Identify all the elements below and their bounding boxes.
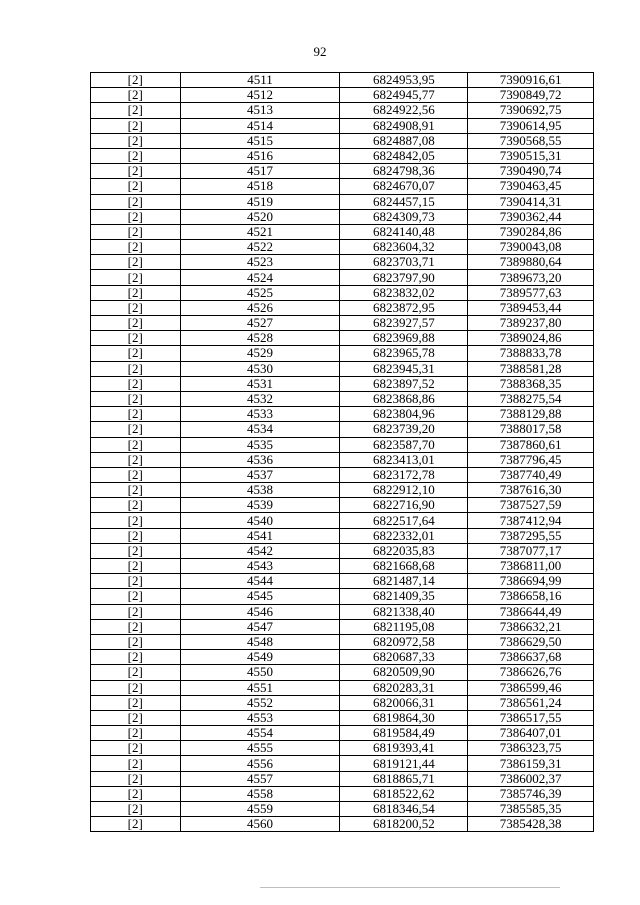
point-number-cell: 4511 xyxy=(180,73,340,88)
point-number-cell: 4540 xyxy=(180,513,340,528)
table-row xyxy=(91,73,594,88)
reference-cell: [2] xyxy=(91,634,181,649)
y-coordinate-cell: 7389453,44 xyxy=(468,300,594,315)
x-coordinate-cell: 6824842,05 xyxy=(340,148,468,163)
x-coordinate-cell: 6823969,88 xyxy=(340,331,468,346)
x-coordinate-cell: 6824922,56 xyxy=(340,103,468,118)
reference-cell: [2] xyxy=(91,528,181,543)
y-coordinate-cell: 7388017,58 xyxy=(468,422,594,437)
y-coordinate-cell: 7387740,49 xyxy=(468,467,594,482)
y-coordinate-cell: 7388368,35 xyxy=(468,376,594,391)
x-coordinate-cell: 6823703,71 xyxy=(340,255,468,270)
table-row xyxy=(91,513,594,528)
table-row xyxy=(91,179,594,194)
reference-cell: [2] xyxy=(91,467,181,482)
point-number-cell: 4541 xyxy=(180,528,340,543)
table-row xyxy=(91,498,594,513)
point-number-cell: 4535 xyxy=(180,437,340,452)
y-coordinate-cell: 7390515,31 xyxy=(468,148,594,163)
table-row xyxy=(91,634,594,649)
y-coordinate-cell: 7387295,55 xyxy=(468,528,594,543)
x-coordinate-cell: 6823897,52 xyxy=(340,376,468,391)
point-number-cell: 4521 xyxy=(180,224,340,239)
point-number-cell: 4519 xyxy=(180,194,340,209)
x-coordinate-cell: 6823804,96 xyxy=(340,407,468,422)
reference-cell: [2] xyxy=(91,133,181,148)
y-coordinate-cell: 7388129,88 xyxy=(468,407,594,422)
table-row xyxy=(91,574,594,589)
reference-cell: [2] xyxy=(91,756,181,771)
x-coordinate-cell: 6820972,58 xyxy=(340,634,468,649)
x-coordinate-cell: 6818865,71 xyxy=(340,771,468,786)
x-coordinate-cell: 6823172,78 xyxy=(340,467,468,482)
y-coordinate-cell: 7386323,75 xyxy=(468,741,594,756)
point-number-cell: 4536 xyxy=(180,452,340,467)
reference-cell: [2] xyxy=(91,771,181,786)
x-coordinate-cell: 6819864,30 xyxy=(340,710,468,725)
y-coordinate-cell: 7386694,99 xyxy=(468,574,594,589)
x-coordinate-cell: 6821487,14 xyxy=(340,574,468,589)
x-coordinate-cell: 6824140,48 xyxy=(340,224,468,239)
reference-cell: [2] xyxy=(91,650,181,665)
point-number-cell: 4532 xyxy=(180,391,340,406)
x-coordinate-cell: 6823832,02 xyxy=(340,285,468,300)
table-row xyxy=(91,543,594,558)
point-number-cell: 4522 xyxy=(180,240,340,255)
x-coordinate-cell: 6820066,31 xyxy=(340,695,468,710)
point-number-cell: 4548 xyxy=(180,634,340,649)
point-number-cell: 4531 xyxy=(180,376,340,391)
x-coordinate-cell: 6819121,44 xyxy=(340,756,468,771)
x-coordinate-cell: 6824887,08 xyxy=(340,133,468,148)
y-coordinate-cell: 7386517,55 xyxy=(468,710,594,725)
point-number-cell: 4542 xyxy=(180,543,340,558)
y-coordinate-cell: 7390568,55 xyxy=(468,133,594,148)
table-row xyxy=(91,240,594,255)
point-number-cell: 4518 xyxy=(180,179,340,194)
point-number-cell: 4546 xyxy=(180,604,340,619)
reference-cell: [2] xyxy=(91,316,181,331)
reference-cell: [2] xyxy=(91,589,181,604)
x-coordinate-cell: 6824309,73 xyxy=(340,209,468,224)
x-coordinate-cell: 6824953,95 xyxy=(340,73,468,88)
y-coordinate-cell: 7386159,31 xyxy=(468,756,594,771)
reference-cell: [2] xyxy=(91,619,181,634)
x-coordinate-cell: 6823927,57 xyxy=(340,316,468,331)
x-coordinate-cell: 6823413,01 xyxy=(340,452,468,467)
reference-cell: [2] xyxy=(91,574,181,589)
table-row xyxy=(91,407,594,422)
x-coordinate-cell: 6823604,32 xyxy=(340,240,468,255)
table-row xyxy=(91,194,594,209)
x-coordinate-cell: 6821195,08 xyxy=(340,619,468,634)
x-coordinate-cell: 6819584,49 xyxy=(340,726,468,741)
y-coordinate-cell: 7390463,45 xyxy=(468,179,594,194)
point-number-cell: 4512 xyxy=(180,88,340,103)
y-coordinate-cell: 7386561,24 xyxy=(468,695,594,710)
table-row xyxy=(91,209,594,224)
y-coordinate-cell: 7389237,80 xyxy=(468,316,594,331)
x-coordinate-cell: 6822517,64 xyxy=(340,513,468,528)
y-coordinate-cell: 7388833,78 xyxy=(468,346,594,361)
table-row xyxy=(91,619,594,634)
reference-cell: [2] xyxy=(91,118,181,133)
y-coordinate-cell: 7388581,28 xyxy=(468,361,594,376)
point-number-cell: 4555 xyxy=(180,741,340,756)
point-number-cell: 4553 xyxy=(180,710,340,725)
x-coordinate-cell: 6823945,31 xyxy=(340,361,468,376)
page-number: 92 xyxy=(313,44,327,59)
x-coordinate-cell: 6818200,52 xyxy=(340,817,468,832)
table-row xyxy=(91,680,594,695)
point-number-cell: 4515 xyxy=(180,133,340,148)
table-row xyxy=(91,270,594,285)
x-coordinate-cell: 6823872,95 xyxy=(340,300,468,315)
reference-cell: [2] xyxy=(91,240,181,255)
reference-cell: [2] xyxy=(91,164,181,179)
reference-cell: [2] xyxy=(91,665,181,680)
x-coordinate-cell: 6824908,91 xyxy=(340,118,468,133)
point-number-cell: 4556 xyxy=(180,756,340,771)
x-coordinate-cell: 6823739,20 xyxy=(340,422,468,437)
table-row xyxy=(91,103,594,118)
reference-cell: [2] xyxy=(91,103,181,118)
reference-cell: [2] xyxy=(91,817,181,832)
table-row xyxy=(91,437,594,452)
point-number-cell: 4537 xyxy=(180,467,340,482)
point-number-cell: 4523 xyxy=(180,255,340,270)
point-number-cell: 4544 xyxy=(180,574,340,589)
x-coordinate-cell: 6819393,41 xyxy=(340,741,468,756)
y-coordinate-cell: 7390362,44 xyxy=(468,209,594,224)
table-row xyxy=(91,604,594,619)
point-number-cell: 4533 xyxy=(180,407,340,422)
y-coordinate-cell: 7387796,45 xyxy=(468,452,594,467)
table-row xyxy=(91,331,594,346)
x-coordinate-cell: 6824670,07 xyxy=(340,179,468,194)
y-coordinate-cell: 7386626,76 xyxy=(468,665,594,680)
table-row xyxy=(91,422,594,437)
reference-cell: [2] xyxy=(91,498,181,513)
y-coordinate-cell: 7386632,21 xyxy=(468,619,594,634)
point-number-cell: 4513 xyxy=(180,103,340,118)
y-coordinate-cell: 7389024,86 xyxy=(468,331,594,346)
reference-cell: [2] xyxy=(91,209,181,224)
point-number-cell: 4551 xyxy=(180,680,340,695)
x-coordinate-cell: 6818346,54 xyxy=(340,802,468,817)
point-number-cell: 4529 xyxy=(180,346,340,361)
y-coordinate-cell: 7387527,59 xyxy=(468,498,594,513)
table-row xyxy=(91,483,594,498)
y-coordinate-cell: 7390284,86 xyxy=(468,224,594,239)
table-row xyxy=(91,346,594,361)
y-coordinate-cell: 7390614,95 xyxy=(468,118,594,133)
coordinates-table xyxy=(90,72,594,832)
reference-cell: [2] xyxy=(91,786,181,801)
x-coordinate-cell: 6822716,90 xyxy=(340,498,468,513)
table-row xyxy=(91,224,594,239)
y-coordinate-cell: 7389673,20 xyxy=(468,270,594,285)
x-coordinate-cell: 6820687,33 xyxy=(340,650,468,665)
point-number-cell: 4545 xyxy=(180,589,340,604)
point-number-cell: 4552 xyxy=(180,695,340,710)
y-coordinate-cell: 7390490,74 xyxy=(468,164,594,179)
reference-cell: [2] xyxy=(91,543,181,558)
reference-cell: [2] xyxy=(91,376,181,391)
table-row xyxy=(91,285,594,300)
reference-cell: [2] xyxy=(91,710,181,725)
reference-cell: [2] xyxy=(91,270,181,285)
y-coordinate-cell: 7386637,68 xyxy=(468,650,594,665)
point-number-cell: 4558 xyxy=(180,786,340,801)
point-number-cell: 4516 xyxy=(180,148,340,163)
table-row xyxy=(91,452,594,467)
reference-cell: [2] xyxy=(91,695,181,710)
reference-cell: [2] xyxy=(91,361,181,376)
reference-cell: [2] xyxy=(91,179,181,194)
x-coordinate-cell: 6823868,86 xyxy=(340,391,468,406)
table-row xyxy=(91,376,594,391)
y-coordinate-cell: 7386407,01 xyxy=(468,726,594,741)
x-coordinate-cell: 6818522,62 xyxy=(340,786,468,801)
point-number-cell: 4557 xyxy=(180,771,340,786)
reference-cell: [2] xyxy=(91,483,181,498)
x-coordinate-cell: 6820509,90 xyxy=(340,665,468,680)
point-number-cell: 4527 xyxy=(180,316,340,331)
table-row xyxy=(91,786,594,801)
reference-cell: [2] xyxy=(91,802,181,817)
y-coordinate-cell: 7390414,31 xyxy=(468,194,594,209)
table-row xyxy=(91,589,594,604)
y-coordinate-cell: 7385585,35 xyxy=(468,802,594,817)
table-row xyxy=(91,361,594,376)
y-coordinate-cell: 7385746,39 xyxy=(468,786,594,801)
point-number-cell: 4559 xyxy=(180,802,340,817)
table-row xyxy=(91,148,594,163)
reference-cell: [2] xyxy=(91,559,181,574)
table-row xyxy=(91,695,594,710)
reference-cell: [2] xyxy=(91,513,181,528)
point-number-cell: 4517 xyxy=(180,164,340,179)
reference-cell: [2] xyxy=(91,407,181,422)
point-number-cell: 4538 xyxy=(180,483,340,498)
point-number-cell: 4526 xyxy=(180,300,340,315)
table-row xyxy=(91,164,594,179)
reference-cell: [2] xyxy=(91,452,181,467)
reference-cell: [2] xyxy=(91,224,181,239)
y-coordinate-cell: 7386644,49 xyxy=(468,604,594,619)
point-number-cell: 4525 xyxy=(180,285,340,300)
reference-cell: [2] xyxy=(91,604,181,619)
point-number-cell: 4534 xyxy=(180,422,340,437)
x-coordinate-cell: 6821338,40 xyxy=(340,604,468,619)
y-coordinate-cell: 7386811,00 xyxy=(468,559,594,574)
y-coordinate-cell: 7389577,63 xyxy=(468,285,594,300)
coordinates-table-body xyxy=(91,73,594,832)
table-row xyxy=(91,528,594,543)
table-row xyxy=(91,802,594,817)
table-row xyxy=(91,559,594,574)
y-coordinate-cell: 7385428,38 xyxy=(468,817,594,832)
reference-cell: [2] xyxy=(91,437,181,452)
table-row xyxy=(91,118,594,133)
reference-cell: [2] xyxy=(91,300,181,315)
reference-cell: [2] xyxy=(91,88,181,103)
x-coordinate-cell: 6822332,01 xyxy=(340,528,468,543)
table-row xyxy=(91,391,594,406)
table-row xyxy=(91,710,594,725)
reference-cell: [2] xyxy=(91,680,181,695)
footer-divider xyxy=(260,887,560,888)
reference-cell: [2] xyxy=(91,285,181,300)
point-number-cell: 4524 xyxy=(180,270,340,285)
table-row xyxy=(91,771,594,786)
y-coordinate-cell: 7390692,75 xyxy=(468,103,594,118)
reference-cell: [2] xyxy=(91,255,181,270)
point-number-cell: 4528 xyxy=(180,331,340,346)
y-coordinate-cell: 7386599,46 xyxy=(468,680,594,695)
point-number-cell: 4554 xyxy=(180,726,340,741)
point-number-cell: 4547 xyxy=(180,619,340,634)
table-row xyxy=(91,255,594,270)
table-row xyxy=(91,467,594,482)
point-number-cell: 4539 xyxy=(180,498,340,513)
y-coordinate-cell: 7387616,30 xyxy=(468,483,594,498)
y-coordinate-cell: 7390043,08 xyxy=(468,240,594,255)
y-coordinate-cell: 7386002,37 xyxy=(468,771,594,786)
y-coordinate-cell: 7386658,16 xyxy=(468,589,594,604)
y-coordinate-cell: 7390849,72 xyxy=(468,88,594,103)
point-number-cell: 4530 xyxy=(180,361,340,376)
point-number-cell: 4543 xyxy=(180,559,340,574)
x-coordinate-cell: 6824457,15 xyxy=(340,194,468,209)
x-coordinate-cell: 6824945,77 xyxy=(340,88,468,103)
reference-cell: [2] xyxy=(91,391,181,406)
table-row xyxy=(91,88,594,103)
reference-cell: [2] xyxy=(91,73,181,88)
table-row xyxy=(91,741,594,756)
point-number-cell: 4520 xyxy=(180,209,340,224)
y-coordinate-cell: 7389880,64 xyxy=(468,255,594,270)
x-coordinate-cell: 6821409,35 xyxy=(340,589,468,604)
x-coordinate-cell: 6823797,90 xyxy=(340,270,468,285)
y-coordinate-cell: 7387412,94 xyxy=(468,513,594,528)
x-coordinate-cell: 6823965,78 xyxy=(340,346,468,361)
reference-cell: [2] xyxy=(91,346,181,361)
x-coordinate-cell: 6821668,68 xyxy=(340,559,468,574)
reference-cell: [2] xyxy=(91,148,181,163)
reference-cell: [2] xyxy=(91,422,181,437)
table-row xyxy=(91,756,594,771)
point-number-cell: 4514 xyxy=(180,118,340,133)
y-coordinate-cell: 7386629,50 xyxy=(468,634,594,649)
x-coordinate-cell: 6822035,83 xyxy=(340,543,468,558)
reference-cell: [2] xyxy=(91,741,181,756)
table-row xyxy=(91,650,594,665)
x-coordinate-cell: 6822912,10 xyxy=(340,483,468,498)
y-coordinate-cell: 7390916,61 xyxy=(468,73,594,88)
x-coordinate-cell: 6820283,31 xyxy=(340,680,468,695)
table-row xyxy=(91,133,594,148)
table-row xyxy=(91,665,594,680)
table-row xyxy=(91,316,594,331)
reference-cell: [2] xyxy=(91,331,181,346)
x-coordinate-cell: 6824798,36 xyxy=(340,164,468,179)
table-row xyxy=(91,300,594,315)
x-coordinate-cell: 6823587,70 xyxy=(340,437,468,452)
y-coordinate-cell: 7388275,54 xyxy=(468,391,594,406)
point-number-cell: 4549 xyxy=(180,650,340,665)
reference-cell: [2] xyxy=(91,194,181,209)
point-number-cell: 4560 xyxy=(180,817,340,832)
table-row xyxy=(91,726,594,741)
point-number-cell: 4550 xyxy=(180,665,340,680)
y-coordinate-cell: 7387077,17 xyxy=(468,543,594,558)
reference-cell: [2] xyxy=(91,726,181,741)
table-row xyxy=(91,817,594,832)
y-coordinate-cell: 7387860,61 xyxy=(468,437,594,452)
